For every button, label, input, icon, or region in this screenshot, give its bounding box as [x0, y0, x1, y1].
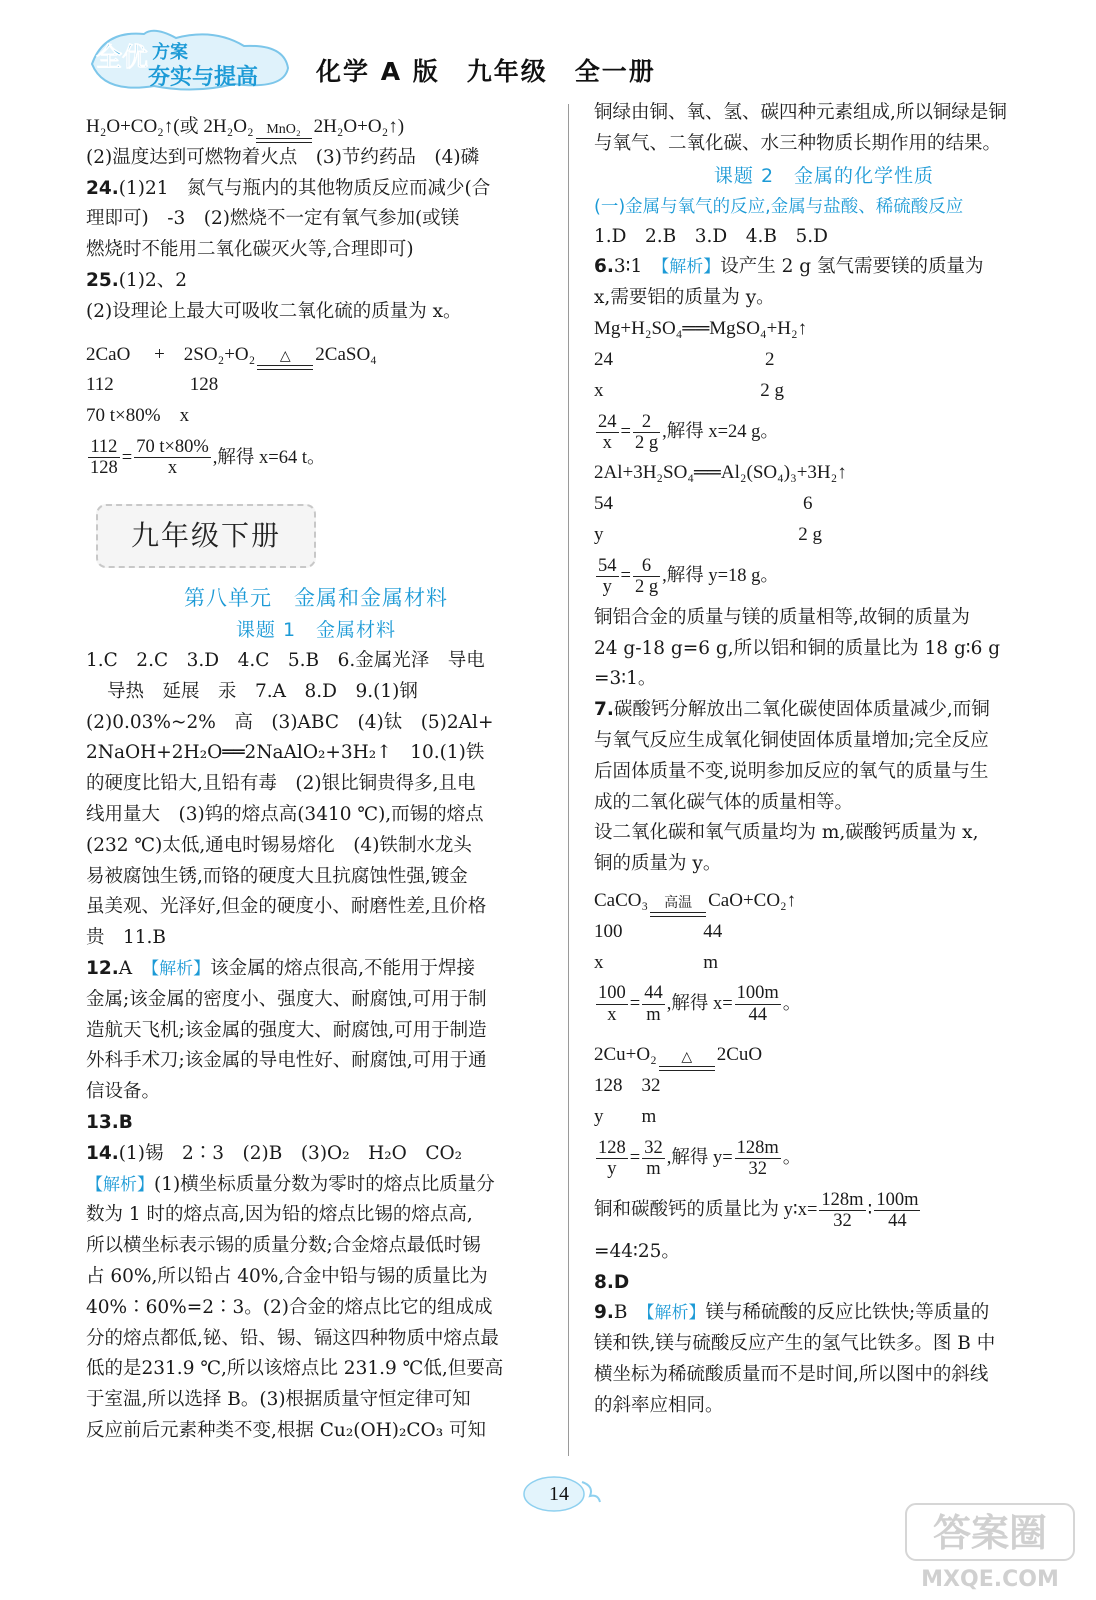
- svg-text:MXQE.COM: MXQE.COM: [921, 1567, 1059, 1592]
- answer-line: 低的是231.9 ℃,所以该熔点比 231.9 ℃低,但要高: [86, 1358, 504, 1380]
- question-14: 14.(1)锡 2∶3 (2)B (3)O₂ H₂O CO₂: [86, 1142, 463, 1164]
- answer-line: 铜绿由铜、氧、氢、碳四种元素组成,所以铜绿是铜: [594, 102, 1007, 123]
- answer-line: 40%∶60%=2∶3。(2)合金的熔点比它的组成成: [86, 1296, 493, 1318]
- answer-line: 于室温,所以选择 B。(3)根据质量守恒定律可知: [86, 1389, 471, 1411]
- answer-line: 线用量大 (3)钨的熔点高(3410 ℃),而锡的熔点: [86, 803, 484, 825]
- question-9: 9.B 【解析】镁与稀硫酸的反应比铁快;等质量的: [594, 1302, 990, 1324]
- chemical-equation: Mg+H₂SO₄══MgSO₄+H₂↑: [594, 317, 808, 339]
- answer-line: 2NaOH+2H₂O══2NaAlO₂+3H₂↑ 10.(1)铁: [86, 742, 485, 764]
- question-7: 7.碳酸钙分解放出二氧化碳使固体质量减少,而铜: [594, 699, 990, 721]
- answer-line: =44∶25。: [594, 1240, 680, 1262]
- mass-row: y 2 g: [594, 523, 823, 545]
- svg-text:方案: 方案: [152, 42, 188, 63]
- answer-line: (2)温度达到可燃物着火点 (3)节约药品 (4)磷: [86, 146, 480, 168]
- answer-line: =3∶1。: [594, 668, 657, 690]
- svg-text:夯实与提高: 夯实与提高: [148, 65, 259, 90]
- analysis-tag: 【解析】: [660, 257, 721, 278]
- answer-line: 1.C 2.C 3.D 4.C 5.B 6.金属光泽 导电: [86, 649, 485, 671]
- proportion-equation: $\frac{112}{128}$ = $\frac{70 t\times 80\%}{x}$ ,解得 x=64 t。: [90, 437, 326, 479]
- page-number-badge: [516, 1474, 602, 1514]
- svg-text:全优: 全优: [96, 43, 149, 73]
- answer-line: (2)设理论上最大可吸收二氧化硫的质量为 x。: [86, 300, 462, 322]
- answer-line: 反应前后元素种类不变,根据 Cu₂(OH)₂CO₃ 可知: [86, 1419, 487, 1441]
- chemical-equation: 2Cu+O₂ △ 2CuO: [594, 1040, 1054, 1071]
- page-header: [84, 24, 1044, 96]
- answer-line: 外科手术刀;该金属的导电性好、耐腐蚀,可用于通: [86, 1050, 487, 1072]
- answer-line: 数为 1 时的熔点高,因为铅的熔点比锡的熔点高,: [86, 1204, 473, 1226]
- mass-row: 70 t×80% x: [86, 405, 190, 427]
- left-column: [86, 112, 546, 1447]
- answer-line: 【解析】(1)横坐标质量分数为零时的熔点比质量分: [86, 1173, 495, 1195]
- section-title-box: 九年级下册: [96, 504, 316, 568]
- answer-line: 易被腐蚀生锈,而铬的硬度大且抗腐蚀性强,镀金: [86, 865, 468, 887]
- answer-line: 分的熔点都低,铋、铅、锡、镉这四种物质中熔点最: [86, 1327, 499, 1349]
- answer-line: 导热 延展 汞 7.A 8.D 9.(1)钢: [107, 680, 418, 702]
- question-24: 24.(1)21 氮气与瓶内的其他物质反应而减少(合: [86, 177, 491, 199]
- answer-line: 后固体质量不变,说明参加反应的氧气的质量与生: [594, 760, 989, 782]
- answer-line: 与氧气、二氧化碳、水三种物质长期作用的结果。: [594, 132, 1002, 154]
- answer-line: 24 g-18 g=6 g,所以铝和铜的质量比为 18 g∶6 g: [594, 637, 1001, 659]
- answer-line: 燃烧时不能用二氧化碳灭火等,合理即可): [86, 239, 414, 261]
- lesson-title: 课题 2 金属的化学性质: [713, 164, 935, 187]
- molar-mass-row: 128 32: [594, 1075, 661, 1097]
- analysis-tag: 【解析】: [150, 958, 211, 979]
- answer-line: 占 60%,所以铅占 40%,合金中铅与锡的质量比为: [86, 1265, 488, 1287]
- answer-line: 的斜率应相同。: [594, 1394, 724, 1416]
- mass-row: x m: [594, 951, 719, 973]
- question-25: 25.(1)2、2: [86, 269, 188, 291]
- answer-line: x,需要铝的质量为 y。: [594, 287, 775, 309]
- chemical-equation: 2CaO + 2SO₂+O₂ △ 2CaSO₄: [86, 340, 546, 371]
- right-column: [594, 98, 1054, 1422]
- answer-line: 金属;该金属的密度小、强度大、耐腐蚀,可用于制: [86, 988, 487, 1010]
- molar-mass-row: 112 128: [86, 374, 219, 396]
- answer-line: 铜的质量为 y。: [594, 853, 722, 875]
- answer-line: (232 ℃)太低,通电时锡易熔化 (4)铁制水龙头: [86, 834, 472, 856]
- question-13: 13.B: [86, 1111, 133, 1133]
- question-12: 12.A 【解析】该金属的熔点很高,不能用于焊接: [86, 957, 476, 979]
- molar-mass-row: 24 2: [594, 348, 775, 370]
- proportion-equation: $\frac{100}{x}$ = $\frac{44}{m}$ ,解得 x= $\frac{100m}{44}$ 。: [598, 983, 802, 1025]
- answer-line: 造航天飞机;该金属的强度大、耐腐蚀,可用于制造: [86, 1019, 487, 1041]
- question-6: 6.3∶1 【解析】设产生 2 g 氢气需要镁的质量为: [594, 256, 984, 278]
- analysis-tag: 【解析】: [86, 1174, 154, 1195]
- answer-line: 1.D 2.B 3.D 4.B 5.D: [594, 225, 828, 247]
- lesson-title: 课题 1 金属材料: [235, 618, 397, 641]
- answer-line: 设二氧化碳和氧气质量均为 m,碳酸钙质量为 x,: [594, 822, 979, 844]
- mass-row: y m: [594, 1105, 657, 1127]
- proportion-equation: $\frac{54}{y}$ = $\frac{6}{2 g}$ ,解得 y=18 g。: [598, 555, 779, 598]
- answer-line: 所以横坐标表示锡的质量分数;合金熔点最低时锡: [86, 1235, 481, 1257]
- sub-section-title: (一)金属与氧气的反应,金属与盐酸、稀硫酸反应: [594, 196, 964, 217]
- header-title: 化学 A 版 九年级 全一册: [316, 57, 656, 86]
- answer-line: 贵 11.B: [86, 927, 167, 949]
- chemical-equation: CaCO₃ 高温 CaO+CO₂↑: [594, 886, 1054, 917]
- molar-mass-row: 100 44: [594, 920, 723, 942]
- answer-line: 的硬度比铅大,且铅有毒 (2)银比铜贵得多,且电: [86, 773, 476, 795]
- chemical-equation: 2Al+3H₂SO₄══Al₂(SO₄)₃+3H₂↑: [594, 462, 847, 484]
- answer-line: (2)0.03%~2% 高 (3)ABC (4)钛 (5)2Al+: [86, 711, 494, 733]
- answer-line: 虽美观、光泽好,但金的硬度小、耐磨性差,且价格: [86, 896, 487, 918]
- answer-line: 信设备。: [86, 1081, 161, 1103]
- column-divider: [568, 104, 569, 1456]
- mass-row: x 2 g: [594, 379, 785, 401]
- analysis-tag: 【解析】: [646, 1303, 706, 1324]
- ratio-equation: 铜和碳酸钙的质量比为 y∶x= $\frac{128m}{32}$ ∶ $\frac{100m}{44}$: [594, 1189, 919, 1232]
- proportion-equation: $\frac{128}{y}$ = $\frac{32}{m}$ ,解得 y= $\frac{128m}{32}$ 。: [598, 1137, 802, 1180]
- molar-mass-row: 54 6: [594, 493, 813, 515]
- question-8: 8.D: [594, 1271, 630, 1293]
- answer-line: 横坐标为稀硫酸质量而不是时间,所以图中的斜线: [594, 1363, 989, 1385]
- page-number: 14: [549, 1482, 569, 1505]
- answer-line: 成的二氧化碳气体的质量相等。: [594, 791, 854, 813]
- answer-line: 理即可) -3 (2)燃烧不一定有氧气参加(或镁: [86, 208, 460, 230]
- answer-line: 铜铝合金的质量与镁的质量相等,故铜的质量为: [594, 606, 970, 628]
- unit-title: 第八单元 金属和金属材料: [184, 585, 448, 610]
- answer-line: 镁和铁,镁与硫酸反应产生的氢气比铁多。图 B 中: [594, 1333, 996, 1355]
- svg-text:答案圈: 答案圈: [932, 1511, 1048, 1555]
- answer-line: 与氧气反应生成氧化铜使固体质量增加;完全反应: [594, 729, 989, 751]
- brand-logo: [84, 24, 294, 96]
- proportion-equation: $\frac{24}{x}$ = $\frac{2}{2 g}$ ,解得 x=24 g。: [598, 411, 779, 453]
- answer-line: H₂O+CO₂↑(或 2H₂O₂ MnO₂ 2H₂O+O₂↑): [86, 112, 546, 143]
- watermark-logo: [900, 1500, 1080, 1596]
